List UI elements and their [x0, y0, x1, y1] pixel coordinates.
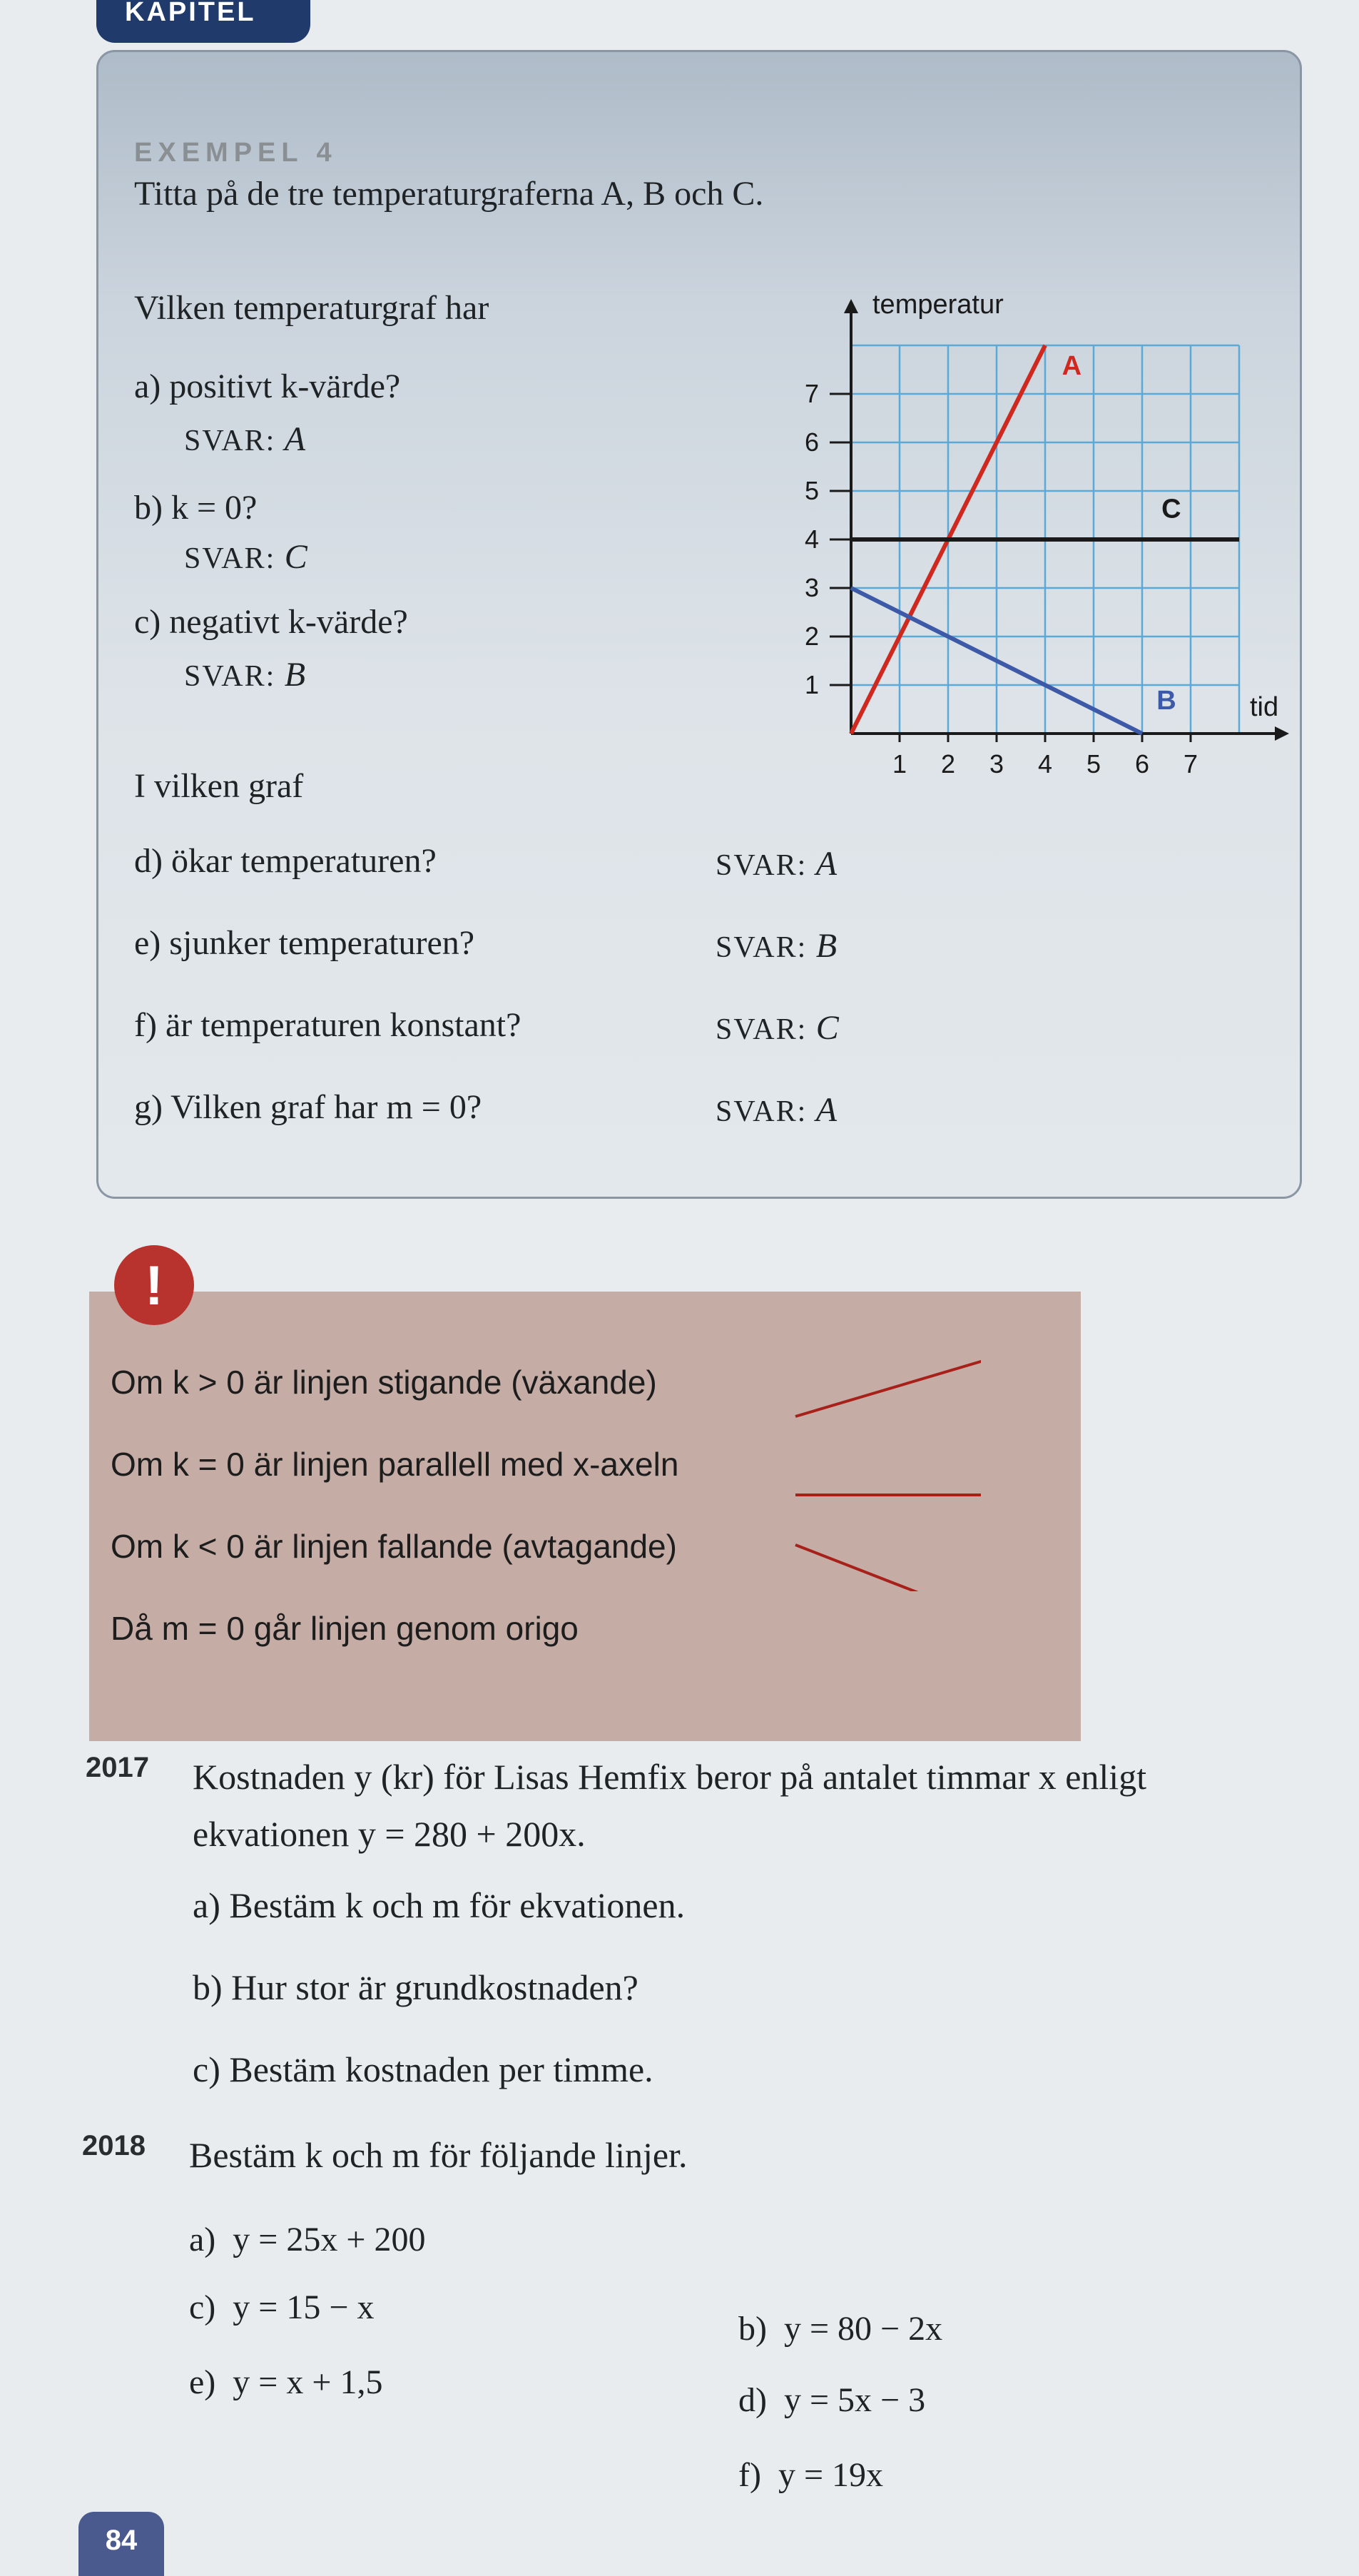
exercise-2018-e: e) y = x + 1,5: [189, 2363, 383, 2401]
falling-line: [795, 1545, 981, 1591]
x-tick-label: 7: [1183, 749, 1198, 779]
answer-e: SVAR: B: [716, 927, 838, 965]
answer-f: SVAR: C: [716, 1009, 839, 1047]
rule-2: Om k = 0 är linjen parallell med x-axeln: [111, 1446, 679, 1483]
rule-1: Om k > 0 är linjen stigande (växande): [111, 1364, 657, 1401]
page-number: 84: [78, 2512, 164, 2576]
answer-d: SVAR: A: [716, 845, 838, 883]
item-e: e) sjunker temperaturen?: [134, 924, 475, 962]
y-tick-label: 1: [804, 670, 820, 699]
exercise-2018-d: d) y = 5x − 3: [738, 2381, 926, 2419]
example-label: EXEMPEL 4: [134, 138, 337, 168]
x-tick-label: 1: [892, 749, 907, 779]
item-d: d) ökar temperaturen?: [134, 842, 437, 880]
x-tick-label: 5: [1086, 749, 1101, 779]
exercise-2018-line1: Bestäm k och m för följande linjer.: [189, 2135, 688, 2175]
x-tick-label: 4: [1037, 749, 1053, 779]
y-tick-label: 3: [804, 573, 820, 602]
example-intro: Titta på de tre temperaturgraferna A, B och C.: [134, 175, 764, 213]
x-tick-label: 3: [989, 749, 1004, 779]
series-label-b: B: [1156, 686, 1176, 716]
rule-4: Då m = 0 går linjen genom origo: [111, 1610, 579, 1647]
y-tick-label: 7: [804, 379, 820, 408]
y-tick-label: 6: [804, 427, 820, 457]
example-question-2: I vilken graf: [134, 767, 304, 805]
y-tick-label: 5: [804, 476, 820, 505]
rule-3: Om k < 0 är linjen fallande (avtagande): [111, 1528, 677, 1565]
answer-a: SVAR: A: [184, 420, 306, 458]
x-tick-label: 2: [940, 749, 956, 779]
rule-box: [89, 1292, 1081, 1741]
item-a: a) positivt k-värde?: [134, 367, 401, 405]
example-question: Vilken temperaturgraf har: [134, 289, 489, 327]
exercise-2018-c: c) y = 15 − x: [189, 2288, 375, 2326]
answer-c: SVAR: B: [184, 656, 306, 694]
exercise-2018-number: 2018: [82, 2130, 146, 2161]
exercise-2017-a: a) Bestäm k och m för ekvationen.: [193, 1885, 686, 1925]
y-axis-arrow: [844, 299, 858, 313]
example-box: [96, 50, 1302, 1199]
answer-b: SVAR: C: [184, 538, 307, 576]
exercise-2018-a: a) y = 25x + 200: [189, 2221, 426, 2258]
series-label-c: C: [1161, 494, 1181, 524]
item-g: g) Vilken graf har m = 0?: [134, 1088, 482, 1126]
chapter-tab: KAPITEL: [96, 0, 310, 43]
item-f: f) är temperaturen konstant?: [134, 1006, 521, 1044]
answer-g: SVAR: A: [716, 1091, 838, 1129]
exercise-2017-c: c) Bestäm kostnaden per timme.: [193, 2049, 653, 2089]
rising-line: [795, 1359, 981, 1416]
y-tick-label: 4: [804, 524, 820, 554]
x-tick-label: 6: [1134, 749, 1150, 779]
alert-icon: !: [114, 1245, 194, 1325]
exercise-2018-f: f) y = 19x: [738, 2456, 884, 2494]
exercise-2017-b: b) Hur stor är grundkostnaden?: [193, 1967, 638, 2007]
y-tick-label: 2: [804, 622, 820, 651]
exercise-2017-number: 2017: [86, 1752, 149, 1783]
item-b: b) k = 0?: [134, 489, 258, 527]
rule-lines: [767, 1349, 981, 1591]
series-label-a: A: [1062, 350, 1082, 381]
item-c: c) negativt k-värde?: [134, 603, 408, 641]
temperature-chart: [712, 230, 1297, 816]
x-axis-arrow: [1275, 726, 1289, 741]
y-axis-label: temperatur: [872, 290, 1004, 320]
x-axis-label: tid: [1250, 692, 1279, 722]
exercise-2018-b: b) y = 80 − 2x: [738, 2310, 943, 2348]
exercise-2017-line1: Kostnaden y (kr) för Lisas Hemfix beror på antalet timmar x enligt: [193, 1757, 1147, 1797]
exercise-2017-line2: ekvationen y = 280 + 200x.: [193, 1814, 586, 1854]
